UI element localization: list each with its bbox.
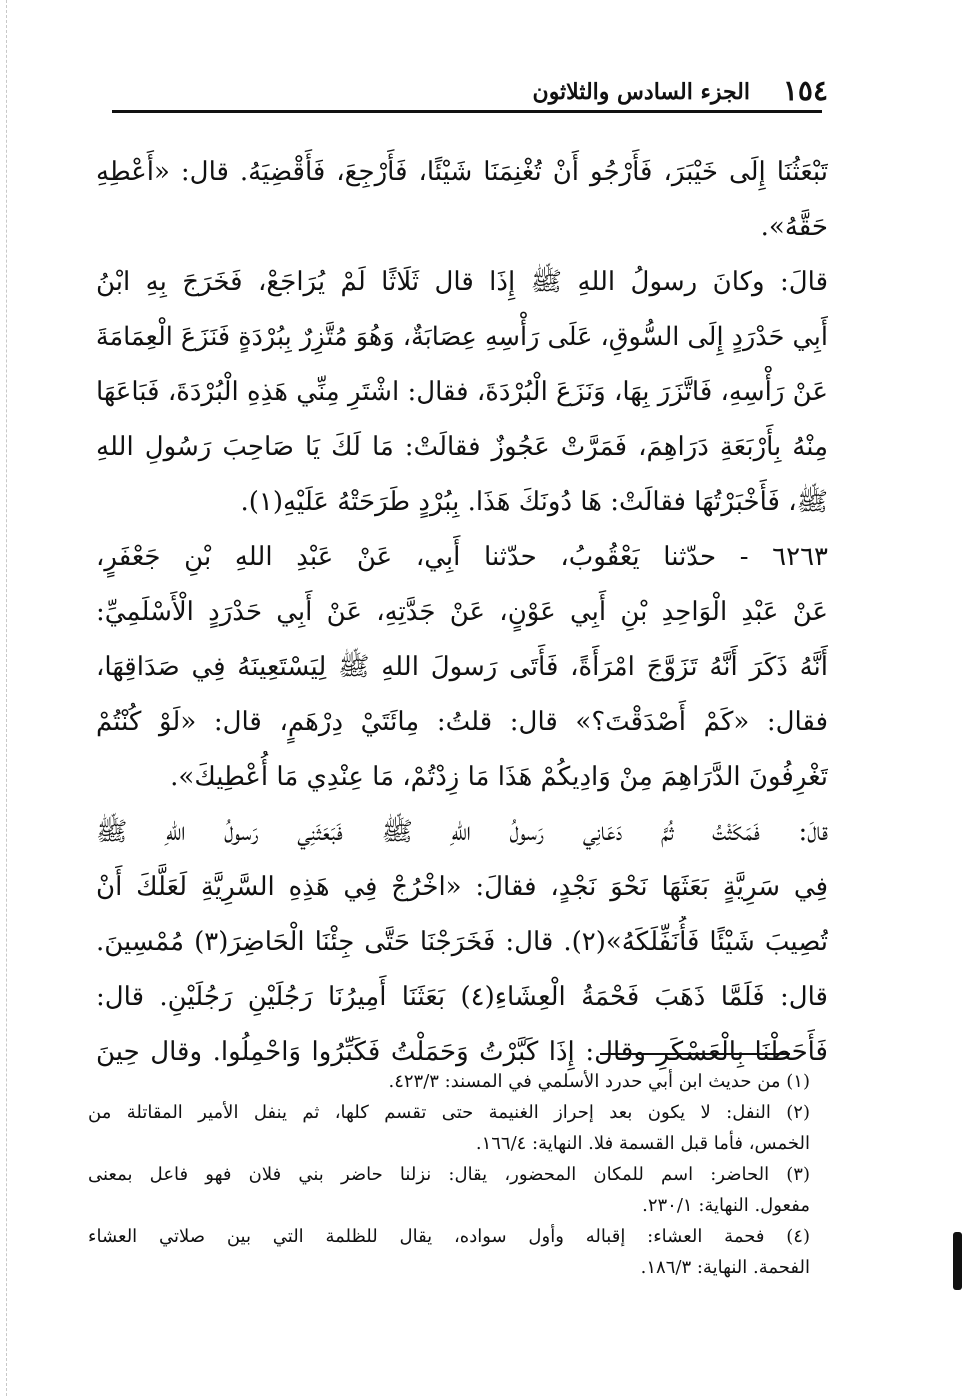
- text-line: فِي سَرِيَّةٍ بَعَثَهَا نَحْوَ نَجْدٍ، فقالَ: «اخْرُجْ فِي هَذِهِ السَّرِيَّةِ لَعَلَّكَ أَنْ: [96, 872, 828, 902]
- text-line: عَنْ عَبْدِ الْوَاحِدِ بْنِ أَبِي عَوْنٍ، عَنْ جَدَّتِهِ، عَنْ أَبِي حَدْرَدٍ الْأَسْلَمِيِّ:: [96, 597, 828, 627]
- footnote-2: (٢) النفل: لا يكون بعد إحراز الغنيمة حتى تقسم كلها، ثم ينفل الأمير المقاتلة من: [88, 1102, 810, 1123]
- footnotes: [88, 1066, 810, 1283]
- text-line: عَنْ رَأْسِهِ، فَاتَّزَرَ بِهَا، وَنَزَعَ الْبُرْدَةَ، فقال: اشْتَرِ مِنِّي هَذِهِ الْبُرْدَةَ، فَبَاعَهَا: [96, 377, 828, 407]
- text-line: تَبْعَثُنَا إِلَى خَيْبَرَ، فَأَرْجُو أَنْ تُغْنِمَنَا شَيْئًا، فَأَرْجِعَ، فَأَقْضِيَهُ. قال: «أَعْطِهِ: [96, 157, 828, 187]
- text-line: قال: فَلَمَّا ذَهَبَ فَحْمَةُ الْعِشَاءِ(٤) بَعَثَنَا أَمِيرُنَا رَجُلَيْنِ رَجُلَيْنِ. قال:: [96, 982, 828, 1012]
- text-line: تُصِيبَ شَيْئًا فَأُنَفِّلَكَهُ»(٢). قال: فَخَرَجْنَا حَتَّى جِئْنَا الْحَاضِرَ(٣) مُمْسِينَ.: [96, 927, 828, 957]
- footnote-3: (٣) الحاضر: اسم للمكان المحضور، يقال: نزلنا حاضر بني فلان فهو فاعل بمعنى: [88, 1164, 810, 1185]
- text-line: أَبِي حَدْرَدٍ إِلَى السُّوقِ، عَلَى رَأْسِهِ عِصَابَةٌ، وَهُوَ مُتَّزِرٌ بِبُرْدَةٍ فَنَزَعَ الْعِمَامَةَ: [96, 322, 828, 352]
- binding-mark: [953, 1232, 962, 1290]
- running-title: الجزء السادس والثلاثون: [532, 79, 750, 105]
- page-header: [110, 74, 828, 107]
- footnote-1: (١) من حديث ابن أبي حدرد الأسلمي في المسند: ٤٢٣/٣.: [388, 1071, 810, 1092]
- text-line: فَأَحَطْنَا بِالْعَسْكَرِ وقال: إِذَا كَبَّرْتُ وَحَمَلْتُ فَكَبِّرُوا وَاحْمِلُوا. وقال حِينَ: [96, 1037, 828, 1067]
- footnote-3-continuation: مفعول. النهاية: ٢٣٠/١.: [642, 1195, 810, 1216]
- text-line: حَقَّهُ».: [760, 212, 828, 242]
- footnote-4-continuation: الفحمة. النهاية: ١٨٦/٣.: [640, 1257, 810, 1278]
- text-line: قالَ: وكانَ رسولُ اللهِ ﷺ إِذَا قال ثَلَاثًا لَمْ يُرَاجَعْ، فَخَرَجَ بِهِ ابْنُ: [96, 267, 828, 297]
- footnote-separator: [600, 1053, 790, 1055]
- footnote-4: (٤) فحمة العشاء: إقباله وأول سواده، يقال للظلمة التي بين صلاتي العشاء: [88, 1226, 810, 1247]
- page-number: ١٥٤: [782, 74, 828, 107]
- header-rule: [112, 110, 822, 113]
- text-line: قالَ: فَمَكَثْتُ ثُمَّ دَعَانِي رَسولُ اللهِ ﷺ فَبَعَثَنِي رَسولُ اللهِ ﷺ: [96, 817, 828, 847]
- main-text: [96, 146, 828, 1081]
- text-line: ﷺ، فَأَخْبَرْتُهَا فقالَتْ: هَا دُونَكَ هَذَا. بِبُرْدٍ طَرَحَتْهُ عَلَيْهِ(١).: [240, 487, 828, 517]
- page-edge: [0, 0, 7, 1396]
- text-line: فقال: «كَمْ أَصْدَقْتَ؟» قال: قلتُ: مِائَتَيْ دِرْهَمٍ، قال: «لَوْ كُنْتُمْ: [96, 707, 828, 737]
- text-line: أَنَّهُ ذَكَرَ أَنَّهُ تَزَوَّجَ امْرَأَةً، فَأَتَى رَسولَ اللهِ ﷺ لِيَسْتَعِينَهُ فِي صَدَاقِهَا،: [96, 652, 828, 682]
- text-line: تَغْرِفُونَ الدَّرَاهِمَ مِنْ وَادِيكُمْ هَذَا مَا زِدْتُمْ، مَا عِنْدِي مَا أُعْطِيكَ».: [170, 762, 828, 792]
- text-line: مِنْهُ بِأَرْبَعَةِ دَرَاهِمَ، فَمَرَّتْ عَجُوزٌ فقالَتْ: مَا لَكَ يَا صَاحِبَ رَسُولِ اللهِ: [96, 432, 828, 462]
- footnote-2-continuation: الخمس، فأما قبل القسمة فلا. النهاية: ١٦٦/٤.: [475, 1133, 810, 1154]
- hadith-number-line: ٦٢٦٣ - حدّثنا يَعْقُوبُ، حدّثنا أَبِي، عَنْ عَبْدِ اللهِ بْنِ جَعْفَرٍ،: [96, 542, 828, 572]
